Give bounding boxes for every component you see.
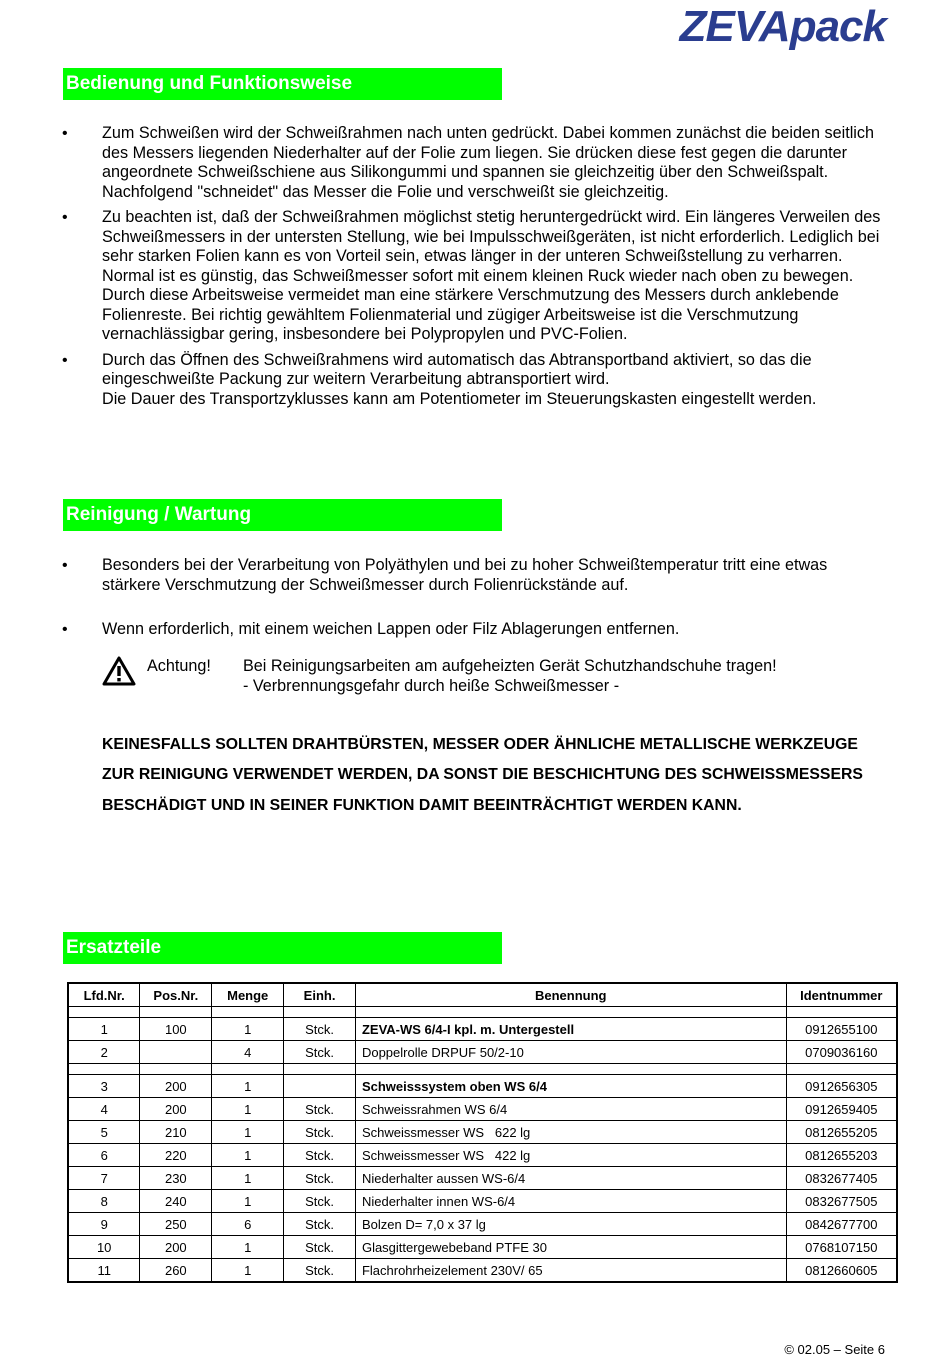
cell-pos-nr (140, 1041, 212, 1064)
warning-triangle-icon (102, 656, 136, 686)
table-spacer-cell (140, 1064, 212, 1075)
cell-menge: 1 (212, 1144, 284, 1167)
table-row (68, 1259, 897, 1283)
cell-benennung: Schweissmesser WS 422 lg (355, 1144, 786, 1167)
cell-lfd-nr: 7 (68, 1167, 140, 1190)
cell-lfd-nr: 6 (68, 1144, 140, 1167)
parts-table (67, 982, 898, 1283)
cell-pos-nr: 230 (140, 1167, 212, 1190)
cell-einh: Stck. (284, 1167, 356, 1190)
table-spacer-cell (284, 1007, 356, 1018)
page-footer: © 02.05 – Seite 6 (784, 1342, 885, 1357)
cell-einh: Stck. (284, 1018, 356, 1041)
cell-pos-nr: 250 (140, 1213, 212, 1236)
cell-pos-nr: 100 (140, 1018, 212, 1041)
cell-pos-nr: 200 (140, 1236, 212, 1259)
table-row (68, 1236, 897, 1259)
cell-menge: 1 (212, 1075, 284, 1098)
table-spacer-row (68, 1007, 897, 1018)
company-logo: ZEVApack (679, 2, 886, 51)
cell-benennung: Doppelrolle DRPUF 50/2-10 (355, 1041, 786, 1064)
cleaning-bullet-2: • Wenn erforderlich, mit einem weichen Lappen oder Filz Ablagerungen entfernen. (62, 620, 882, 640)
table-spacer-cell (355, 1007, 786, 1018)
table-row (68, 1167, 897, 1190)
table-row (68, 1144, 897, 1167)
operation-bullet-2: • Zu beachten ist, daß der Schweißrahmen möglichst stetig heruntergedrückt wird. Ein längeres Verweilen des Schweißmessers in der untersten Stellung, wie bei Impulsschweißgeräten, ist nicht erforderlich. Lediglich bei sehr starken Folien kann es von Vorteil sein, etwas länger in der unteren Schweißstellung zu verharren. Normal ist es günstig, das Schweißmesser sofort mit einem kleinen Ruck wieder nach oben zu bewegen. Durch diese Arbeitsweise vermeidet man eine stärkere Verschmutzung des Messers durch anklebende Folienreste. Bei richtig gewähltem Folienmaterial und zügiger Arbeitsweise ist die Verschmutzung vernachlässigbar gering, insbesondere bei Polypropylen und PVC-Folien. (62, 208, 882, 345)
table-spacer-cell (212, 1064, 284, 1075)
cell-benennung: Niederhalter aussen WS-6/4 (355, 1167, 786, 1190)
cell-menge: 4 (212, 1041, 284, 1064)
cell-einh: Stck. (284, 1121, 356, 1144)
table-spacer-cell (355, 1064, 786, 1075)
operation-bullet-1: • Zum Schweißen wird der Schweißrahmen nach unten gedrückt. Dabei kommen zunächst die beiden seitlich des Messers liegenden Niederhalter auf der Folie zum liegen. Sie drücken diese fest gegen die darunter angeordnete Schweißschiene aus Silikongummi und spannen sie gleichzeitig über den Schweißspalt. Nachfolgend "schneidet" das Messer die Folie und verschweißt sie gleichzeitig. (62, 124, 882, 202)
cell-identnummer: 0832677505 (786, 1190, 897, 1213)
operation-bullet-list (62, 124, 882, 415)
table-row (68, 1098, 897, 1121)
cell-einh: Stck. (284, 1259, 356, 1283)
cell-identnummer: 0812660605 (786, 1259, 897, 1283)
warning-label: Achtung! (147, 657, 211, 675)
cell-benennung: Flachrohrheizelement 230V/ 65 (355, 1259, 786, 1283)
cell-benennung: Schweisssystem oben WS 6/4 (355, 1075, 786, 1098)
table-row (68, 1075, 897, 1098)
cell-identnummer: 0912659405 (786, 1098, 897, 1121)
section-title-parts: Ersatzteile (63, 932, 502, 964)
cell-identnummer: 0812655203 (786, 1144, 897, 1167)
table-spacer-cell (212, 1007, 284, 1018)
table-row (68, 1121, 897, 1144)
cell-einh: Stck. (284, 1144, 356, 1167)
cell-pos-nr: 240 (140, 1190, 212, 1213)
cleaning-bullet-1: • Besonders bei der Verarbeitung von Polyäthylen und bei zu hoher Schweißtemperatur tritt eine etwas stärkere Verschmutzung der Schweißmesser durch Folienrückstände auf. (62, 556, 882, 595)
cell-einh (284, 1075, 356, 1098)
caps-notice: KEINESFALLS SOLLTEN DRAHTBÜRSTEN, MESSER ODER ÄHNLICHE METALLISCHE WERKZEUGE ZUR REINIGUNG VERWENDET WERDEN, DA SONST DIE BESCHICHTUNG DES SCHWEISSMESSERS BESCHÄDIGT UND IN SEINER FUNKTION DAMIT BEEINTRÄCHTIGT WERDEN KANN. (102, 736, 863, 814)
header-menge: Menge (212, 983, 284, 1007)
cell-lfd-nr: 11 (68, 1259, 140, 1283)
cell-lfd-nr: 5 (68, 1121, 140, 1144)
parts-table-body (68, 1007, 897, 1283)
table-row (68, 1041, 897, 1064)
parts-table-header (68, 983, 897, 1007)
warning-line-1: Bei Reinigungsarbeiten am aufgeheizten Gerät Schutzhandschuhe tragen! (243, 657, 777, 675)
warning-line-2: - Verbrennungsgefahr durch heiße Schweißmesser - (243, 677, 620, 695)
cell-lfd-nr: 10 (68, 1236, 140, 1259)
section-title-cleaning: Reinigung / Wartung (63, 499, 502, 531)
cell-benennung: Schweissmesser WS 622 lg (355, 1121, 786, 1144)
cell-identnummer: 0709036160 (786, 1041, 897, 1064)
table-spacer-cell (786, 1007, 897, 1018)
cell-identnummer: 0768107150 (786, 1236, 897, 1259)
cleaning-bullet-list (62, 556, 882, 646)
section-title-operation: Bedienung und Funktionsweise (63, 68, 502, 100)
table-row (68, 1018, 897, 1041)
cell-menge: 1 (212, 1167, 284, 1190)
table-spacer-cell (140, 1007, 212, 1018)
warning-text (243, 656, 863, 696)
cell-lfd-nr: 1 (68, 1018, 140, 1041)
cell-pos-nr: 220 (140, 1144, 212, 1167)
warning-notice (102, 656, 882, 700)
cell-menge: 1 (212, 1121, 284, 1144)
table-spacer-cell (68, 1007, 140, 1018)
cell-benennung: ZEVA-WS 6/4-I kpl. m. Untergestell (355, 1018, 786, 1041)
cell-menge: 1 (212, 1259, 284, 1283)
cell-lfd-nr: 4 (68, 1098, 140, 1121)
cell-lfd-nr: 8 (68, 1190, 140, 1213)
cell-menge: 6 (212, 1213, 284, 1236)
operation-bullet-3-extra: Die Dauer des Transportzyklusses kann am Potentiometer im Steuerungskasten eingestellt werden. (102, 389, 817, 408)
cell-einh: Stck. (284, 1190, 356, 1213)
cell-pos-nr: 210 (140, 1121, 212, 1144)
cell-benennung: Bolzen D= 7,0 x 37 lg (355, 1213, 786, 1236)
cell-menge: 1 (212, 1018, 284, 1041)
cell-benennung: Niederhalter innen WS-6/4 (355, 1190, 786, 1213)
cell-menge: 1 (212, 1236, 284, 1259)
table-spacer-cell (786, 1064, 897, 1075)
cell-identnummer: 0842677700 (786, 1213, 897, 1236)
cell-benennung: Glasgittergewebeband PTFE 30 (355, 1236, 786, 1259)
cell-identnummer: 0832677405 (786, 1167, 897, 1190)
cell-einh: Stck. (284, 1213, 356, 1236)
cell-identnummer: 0912656305 (786, 1075, 897, 1098)
operation-bullet-3 (62, 351, 882, 410)
cell-identnummer: 0912655100 (786, 1018, 897, 1041)
table-row (68, 1213, 897, 1236)
cell-lfd-nr: 3 (68, 1075, 140, 1098)
table-spacer-cell (284, 1064, 356, 1075)
cell-pos-nr: 260 (140, 1259, 212, 1283)
cell-menge: 1 (212, 1190, 284, 1213)
header-identnummer: Identnummer (786, 983, 897, 1007)
cell-pos-nr: 200 (140, 1075, 212, 1098)
table-row (68, 1190, 897, 1213)
cell-pos-nr: 200 (140, 1098, 212, 1121)
header-pos-nr: Pos.Nr. (140, 983, 212, 1007)
operation-bullet-3-text: Durch das Öffnen des Schweißrahmens wird automatisch das Abtransportband aktiviert, so das die eingeschweißte Packung zur weitern Verarbeitung abtransportiert wird. (102, 350, 812, 388)
header-benennung: Benennung (355, 983, 786, 1007)
cell-lfd-nr: 2 (68, 1041, 140, 1064)
header-einh: Einh. (284, 983, 356, 1007)
cell-einh: Stck. (284, 1098, 356, 1121)
table-spacer-cell (68, 1064, 140, 1075)
cell-identnummer: 0812655205 (786, 1121, 897, 1144)
cell-menge: 1 (212, 1098, 284, 1121)
cell-benennung: Schweissrahmen WS 6/4 (355, 1098, 786, 1121)
cell-einh: Stck. (284, 1041, 356, 1064)
table-spacer-row (68, 1064, 897, 1075)
header-lfd-nr: Lfd.Nr. (68, 983, 140, 1007)
cell-lfd-nr: 9 (68, 1213, 140, 1236)
cell-einh: Stck. (284, 1236, 356, 1259)
